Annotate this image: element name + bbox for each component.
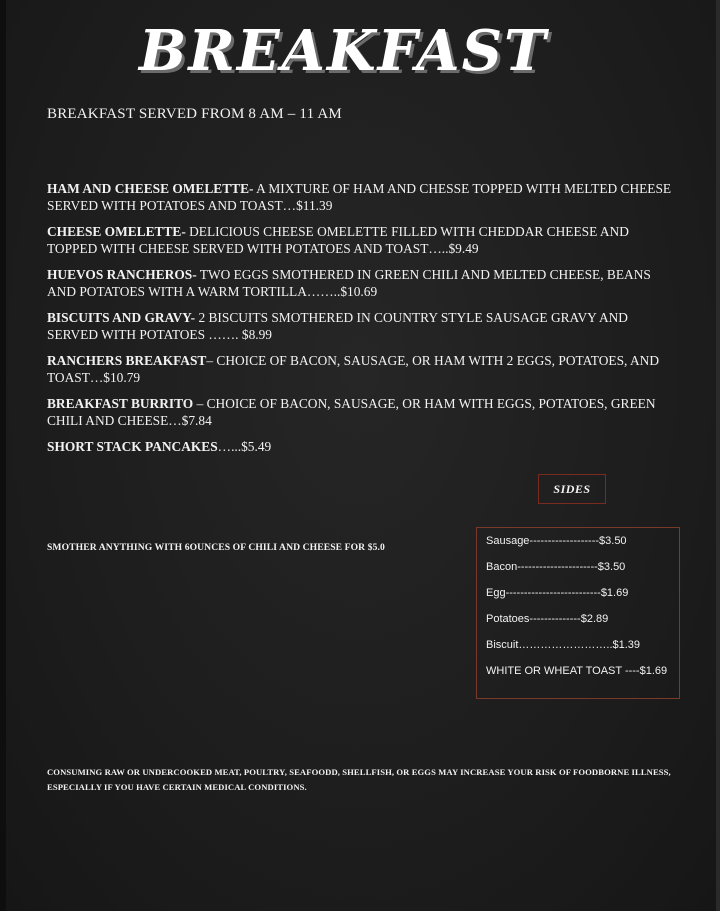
- side-item: Sausage-------------------$3.50: [486, 535, 627, 547]
- food-safety-disclaimer: CONSUMING RAW OR UNDERCOOKED MEAT, POULTRY, SEAFOODD, SHELLFISH, OR EGGS MAY INCREASE YOUR RISK OF FOODBORNE ILLNESS, ESPECIALLY IF YOU HAVE CERTAIN MEDICAL CONDITIONS.: [47, 767, 671, 792]
- item-description: TWO EGGS SMOTHERED IN GREEN CHILI AND MELTED CHEESE, BEANS AND POTATOES WITH A WARM TORTILLA……..$10.69: [47, 267, 651, 299]
- side-item: Egg--------------------------$1.69: [486, 587, 629, 599]
- menu-item: [47, 223, 677, 257]
- item-description: DELICIOUS CHEESE OMELETTE FILLED WITH CHEDDAR CHEESE AND TOPPED WITH CHEESE SERVED WITH POTATOES AND TOAST…..$9.49: [47, 224, 629, 256]
- item-description: – CHOICE OF BACON, SAUSAGE, OR HAM WITH EGGS, POTATOES, GREEN CHILI AND CHEESE…$7.84: [47, 396, 656, 428]
- item-name: CHEESE OMELETTE-: [47, 224, 186, 239]
- item-description: – CHOICE OF BACON, SAUSAGE, OR HAM WITH 2 EGGS, POTATOES, AND TOAST…$10.79: [47, 353, 659, 385]
- item-name: RANCHERS BREAKFAST: [47, 353, 207, 368]
- item-description: 2 BISCUITS SMOTHERED IN COUNTRY STYLE SAUSAGE GRAVY AND SERVED WITH POTATOES ……. $8.99: [47, 310, 628, 342]
- item-name: BISCUITS AND GRAVY-: [47, 310, 196, 325]
- page-edge-right: [716, 0, 720, 911]
- smother-note: SMOTHER ANYTHING WITH 6OUNCES OF CHILI AND CHEESE FOR $5.0: [47, 542, 385, 553]
- menu-title: BREAKFAST: [139, 18, 548, 84]
- page-edge-left: [0, 0, 6, 911]
- menu-item: [47, 352, 677, 386]
- side-item: Bacon----------------------$3.50: [486, 561, 626, 573]
- item-name: SHORT STACK PANCAKES: [47, 439, 218, 454]
- item-name: BREAKFAST BURRITO: [47, 396, 194, 411]
- menu-item: [47, 395, 677, 429]
- item-name: HUEVOS RANCHEROS-: [47, 267, 197, 282]
- item-description: …...$5.49: [217, 439, 272, 454]
- menu-item: [47, 309, 677, 343]
- menu-item: [47, 438, 677, 455]
- side-item: Potatoes--------------$2.89: [486, 613, 609, 625]
- menu-item: [47, 180, 677, 214]
- menu-item: [47, 266, 677, 300]
- item-description: A MIXTURE OF HAM AND CHESSE TOPPED WITH MELTED CHEESE SERVED WITH POTATOES AND TOAST…$11.39: [47, 181, 672, 213]
- side-item: Biscuit……………………..$1.39: [486, 639, 641, 651]
- serving-hours: BREAKFAST SERVED FROM 8 AM – 11 AM: [47, 106, 342, 122]
- item-name: HAM AND CHEESE OMELETTE-: [47, 181, 254, 196]
- sides-heading: SIDES: [538, 474, 606, 504]
- side-item: WHITE OR WHEAT TOAST ----$1.69: [486, 665, 668, 677]
- sides-list: [476, 527, 680, 699]
- menu-items: [47, 180, 677, 464]
